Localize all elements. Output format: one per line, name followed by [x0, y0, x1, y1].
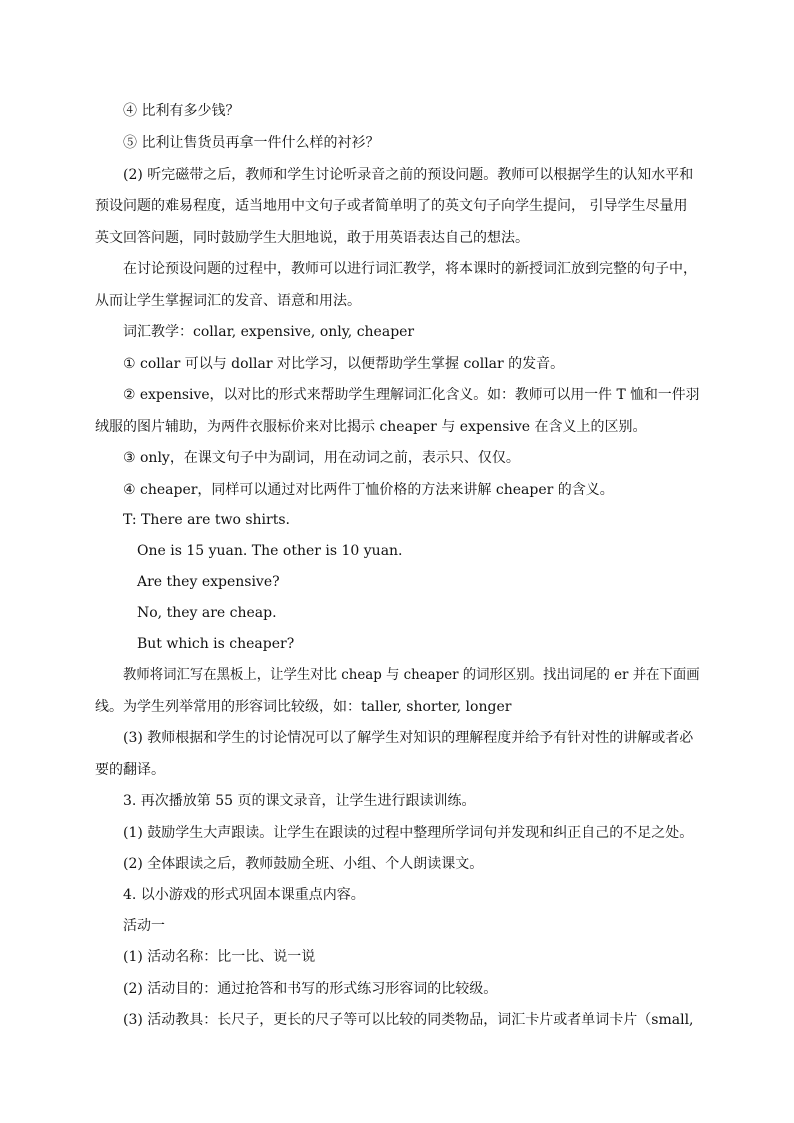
dialogue-line: No, they are cheap. — [137, 605, 277, 621]
dialogue-line: One is 15 yuan. The other is 10 yuan. — [137, 543, 403, 559]
paragraph-line: 要的翻译。 — [95, 762, 165, 778]
vocab-item-only: ③ only，在课文句子中为副词，用在动词之前，表示只、仅仅。 — [123, 450, 520, 466]
paragraph-line: 预设问题的难易程度，适当地用中文句子或者简单明了的英文句子向学生提问， 引导学生尽量用 — [95, 198, 688, 214]
dialogue-line: Are they expensive? — [137, 574, 280, 590]
vocab-item-expensive: ② expensive，以对比的形式来帮助学生理解词汇化含义。如：教师可以用一件 T 恤和一件羽 — [123, 387, 700, 403]
question-5: ⑤ 比利让售货员再拿一件什么样的衬衫？ — [123, 135, 380, 151]
paragraph-line: 从而让学生掌握词汇的发音、语意和用法。 — [95, 293, 361, 309]
vocabulary-heading: 词汇教学：collar, expensive, only, cheaper — [123, 324, 415, 340]
activity-goal: (2) 活动目的：通过抢答和书写的形式练习形容词的比较级。 — [123, 981, 498, 997]
activity-name: (1) 活动名称：比一比、说一说 — [123, 949, 316, 965]
paragraph-line: (1) 鼓励学生大声跟读。让学生在跟读的过程中整理所学词句并发现和纠正自己的不足之处。 — [123, 825, 694, 841]
dialogue-line: But which is cheaper? — [137, 636, 295, 652]
activity-heading: 活动一 — [123, 918, 165, 934]
step-3: 3. 再次播放第 55 页的课文录音，让学生进行跟读训练。 — [123, 793, 476, 809]
vocab-item-cheaper: ④ cheaper，同样可以通过对比两件丁恤价格的方法来讲解 cheaper 的含义。 — [123, 482, 614, 498]
paragraph-line: 英文回答问题，同时鼓励学生大胆地说，敢于用英语表达自己的想法。 — [95, 230, 529, 246]
paragraph-line: (2) 听完磁带之后，教师和学生讨论听录音之前的预设问题。教师可以根据学生的认知水平和 — [123, 167, 694, 183]
paragraph-line: 绒服的图片辅助，为两件衣服标价来对比揭示 cheaper 与 expensive 在含义上的区别。 — [95, 419, 647, 435]
paragraph-line: 线。为学生列举常用的形容词比较级，如：taller, shorter, longer — [95, 699, 512, 715]
paragraph-line: (2) 全体跟读之后，教师鼓励全班、小组、个人朗读课文。 — [123, 856, 484, 872]
question-4: ④ 比利有多少钱？ — [123, 103, 240, 119]
step-4: 4. 以小游戏的形式巩固本课重点内容。 — [123, 887, 365, 903]
activity-tools: (3) 活动教具：长尺子，更长的尺子等可以比较的同类物品，词汇卡片或者单词卡片（small, — [123, 1012, 694, 1028]
paragraph-line: 在讨论预设问题的过程中，教师可以进行词汇教学，将本课时的新授词汇放到完整的句子中， — [123, 261, 697, 277]
paragraph-line: (3) 教师根据和学生的讨论情况可以了解学生对知识的理解程度并给予有针对性的讲解或者必 — [123, 730, 694, 746]
paragraph-line: 教师将词汇写在黑板上，让学生对比 cheap 与 cheaper 的词形区别。找出词尾的 er 并在下面画 — [123, 667, 700, 683]
dialogue-line: T: There are two shirts. — [123, 512, 290, 528]
vocab-item-collar: ① collar 可以与 dollar 对比学习，以便帮助学生掌握 collar 的发音。 — [123, 356, 565, 372]
